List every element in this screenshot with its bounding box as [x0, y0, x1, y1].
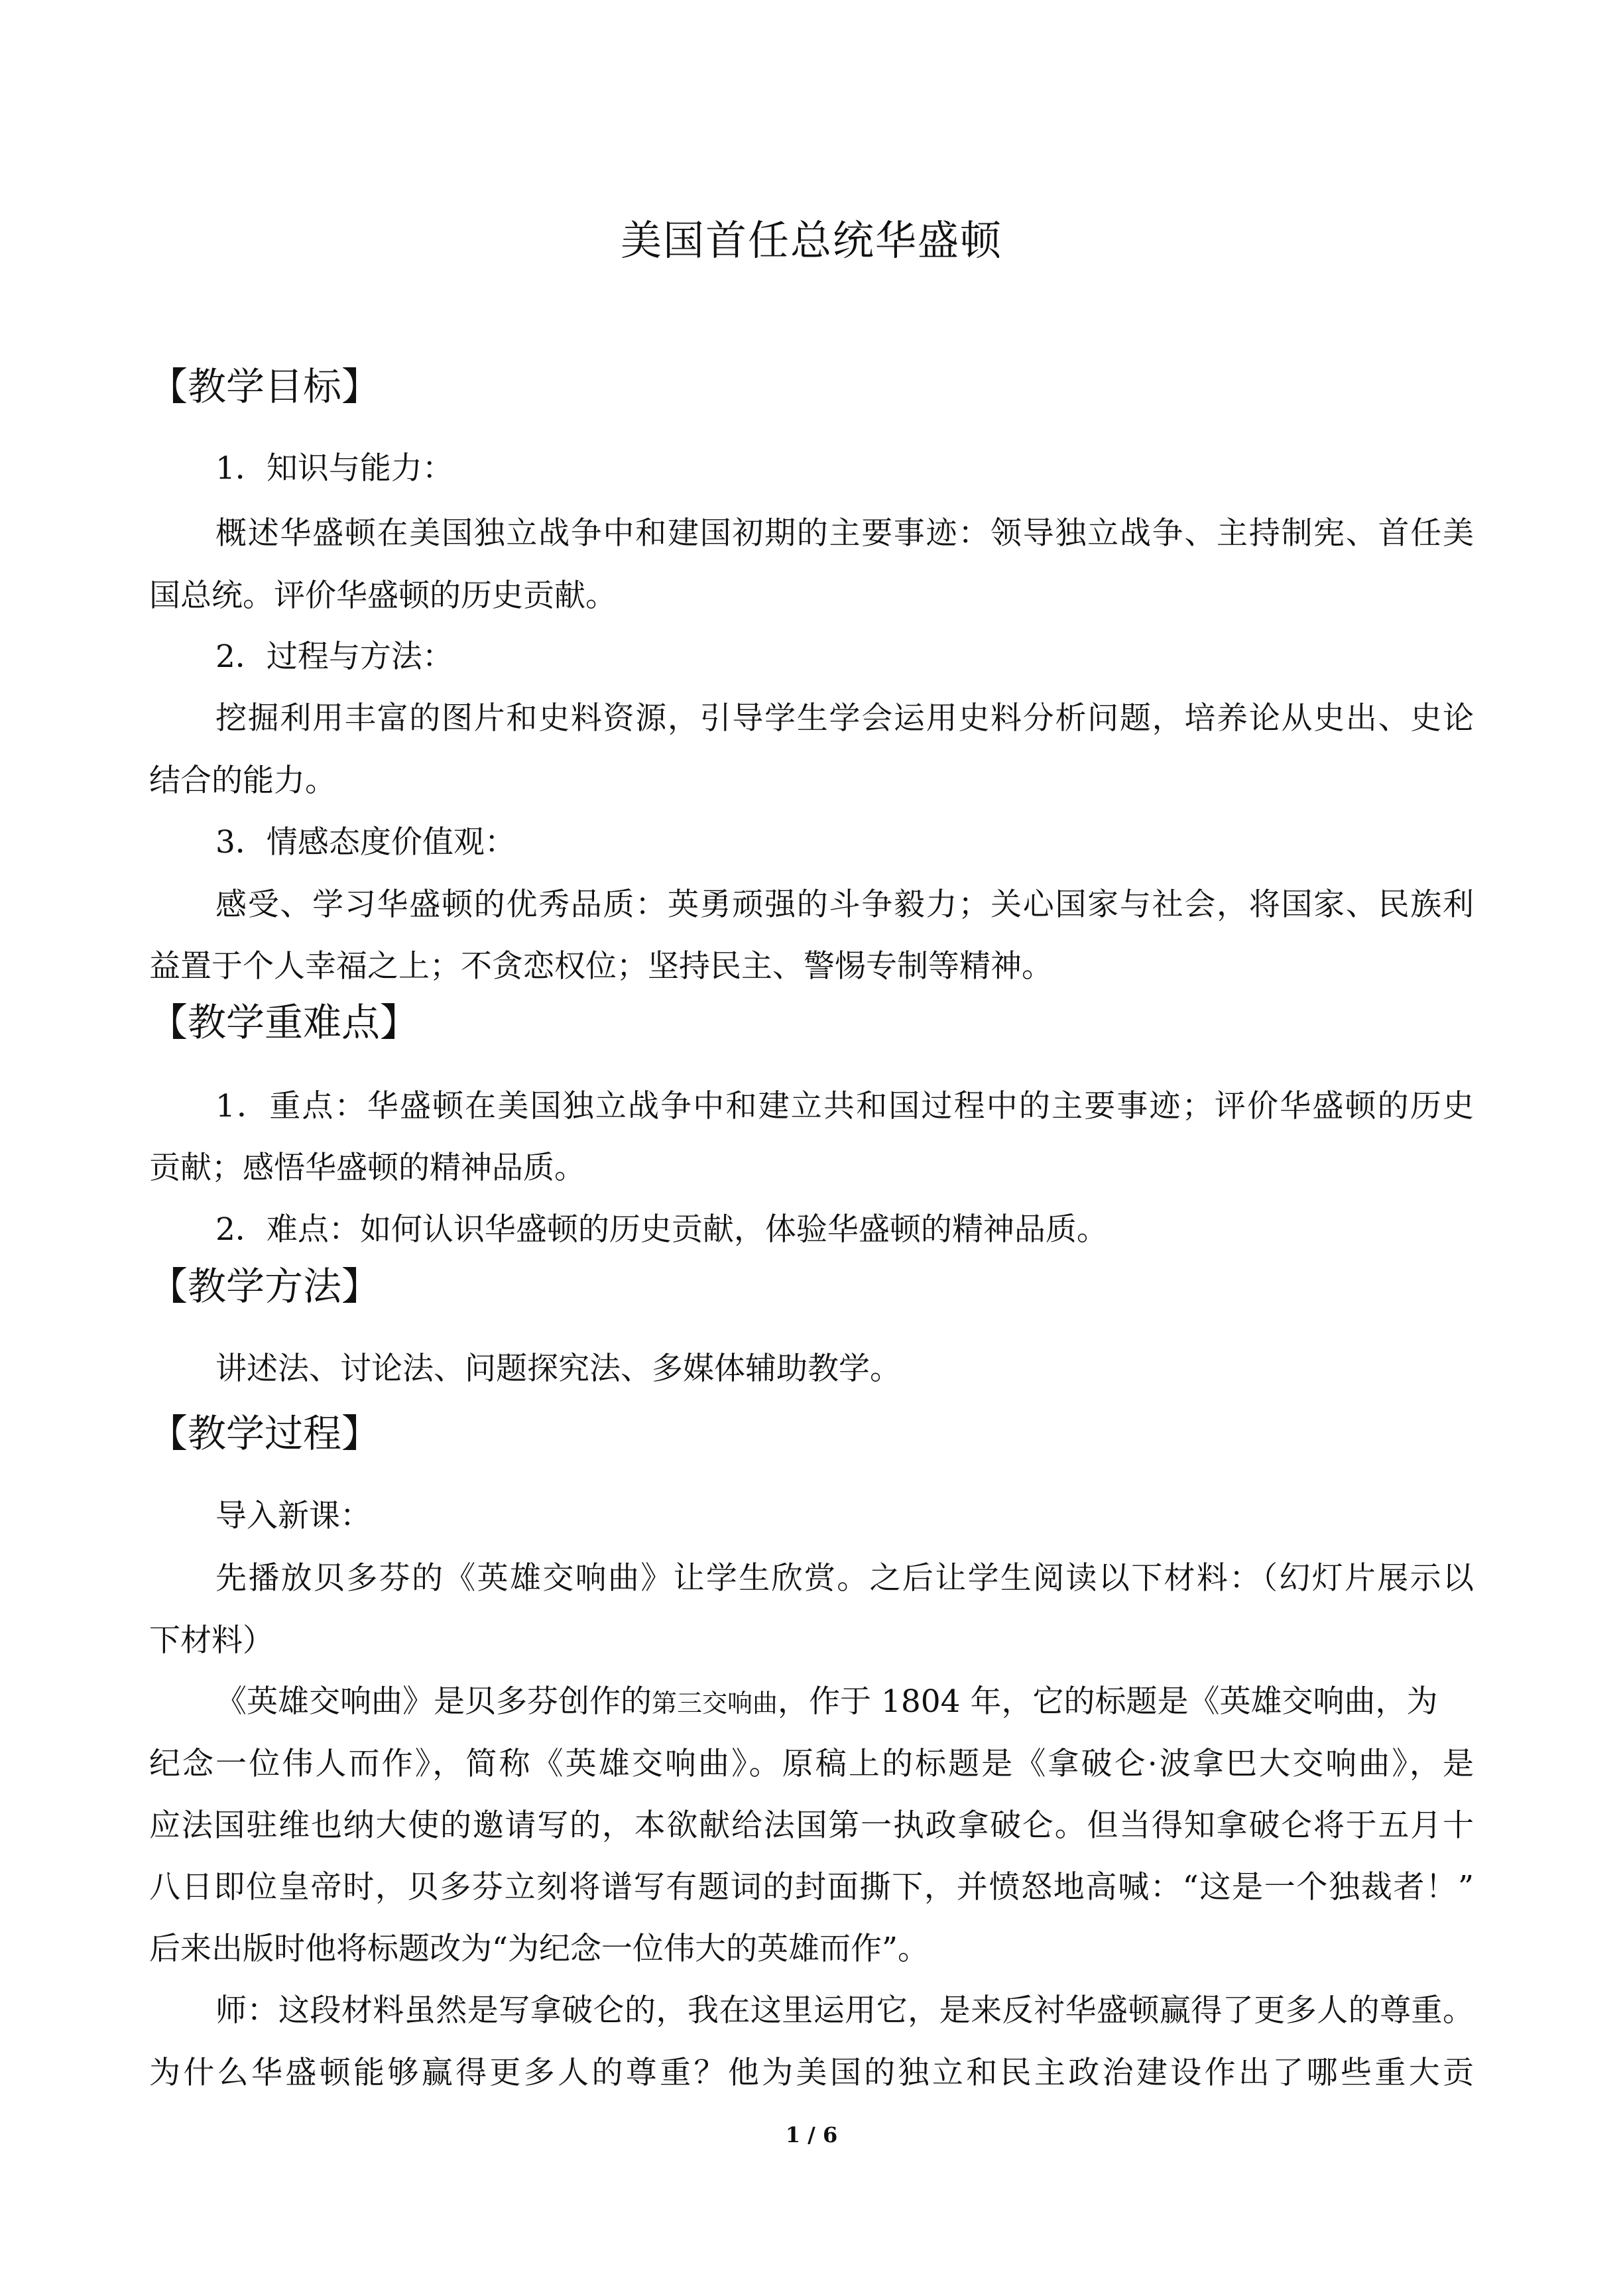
- objective-3-text-line1: 感受、学习华盛顿的优秀品质：英勇顽强的斗争毅力；关心国家与社会，将国家、民族利: [215, 886, 1474, 923]
- objective-2-text-line2: 结合的能力。: [149, 762, 336, 799]
- section-heading-process: 【教学过程】: [149, 1411, 381, 1456]
- process-intro-label: 导入新课：: [215, 1498, 371, 1534]
- process-para2-line1-part-c: ，作于 1804 年，它的标题是《英雄交响曲，为: [778, 1683, 1438, 1720]
- process-para3-line2: 为什么华盛顿能够赢得更多人的尊重？他为美国的独立和民主政治建设作出了哪些重大贡: [149, 2055, 1474, 2091]
- methods-text: 讲述法、讨论法、问题探究法、多媒体辅助教学。: [215, 1351, 901, 1387]
- key-point-1-line1: 1．重点：华盛顿在美国独立战争中和建立共和国过程中的主要事迹；评价华盛顿的历史: [215, 1088, 1474, 1124]
- process-para1-line2: 下材料）: [149, 1622, 274, 1659]
- objective-3-label: 3．情感态度价值观：: [215, 824, 516, 861]
- process-para2-line3: 应法国驻维也纳大使的邀请写的，本欲献给法国第一执政拿破仑。但当得知拿破仑将于五月十: [149, 1807, 1474, 1844]
- objective-1-text-line1: 概述华盛顿在美国独立战争中和建国初期的主要事迹：领导独立战争、主持制宪、首任美: [215, 515, 1474, 552]
- process-para2-line1-part-a: 《英雄交响曲》是贝多芬创作的: [215, 1683, 652, 1720]
- key-point-2-line1: 2．难点：如何认识华盛顿的历史贡献，体验华盛顿的精神品质。: [215, 1211, 1108, 1248]
- process-para3-line1: 师：这段材料虽然是写拿破仑的，我在这里运用它，是来反衬华盛顿赢得了更多人的尊重。: [215, 1992, 1474, 2029]
- process-para2-line1: [215, 1679, 1474, 1726]
- objective-1-text-line2: 国总统。评价华盛顿的历史贡献。: [149, 577, 617, 614]
- key-point-1-line2: 贡献；感悟华盛顿的精神品质。: [149, 1150, 585, 1186]
- document-title: 美国首任总统华盛顿: [620, 216, 1002, 265]
- objective-2-text-line1: 挖掘利用丰富的图片和史料资源，引导学生学会运用史料分析问题，培养论从史出、史论: [215, 700, 1474, 737]
- section-heading-methods: 【教学方法】: [149, 1264, 381, 1309]
- process-para2-line4: 八日即位皇帝时，贝多芬立刻将谱写有题词的封面撕下，并愤怒地高喊：“这是一个独裁者！”: [149, 1869, 1474, 1905]
- process-para2-line5: 后来出版时他将标题改为“为纪念一位伟大的英雄而作”。: [149, 1931, 930, 1967]
- process-para1-line1: 先播放贝多芬的《英雄交响曲》让学生欣赏。之后让学生阅读以下材料：（幻灯片展示以: [215, 1560, 1474, 1597]
- objective-2-label: 2．过程与方法：: [215, 638, 453, 675]
- process-para2-line1-part-b: 第三交响曲: [652, 1689, 778, 1718]
- section-heading-objectives: 【教学目标】: [149, 364, 381, 409]
- objective-3-text-line2: 益置于个人幸福之上；不贪恋权位；坚持民主、警惕专制等精神。: [149, 948, 1053, 985]
- page-number: 1 / 6: [785, 2122, 838, 2147]
- section-heading-key-points: 【教学重难点】: [149, 1000, 419, 1045]
- objective-1-label: 1．知识与能力：: [215, 450, 453, 487]
- process-para2-line2: 纪念一位伟人而作》，简称《英雄交响曲》。原稿上的标题是《拿破仑·波拿巴大交响曲》，是: [149, 1746, 1474, 1782]
